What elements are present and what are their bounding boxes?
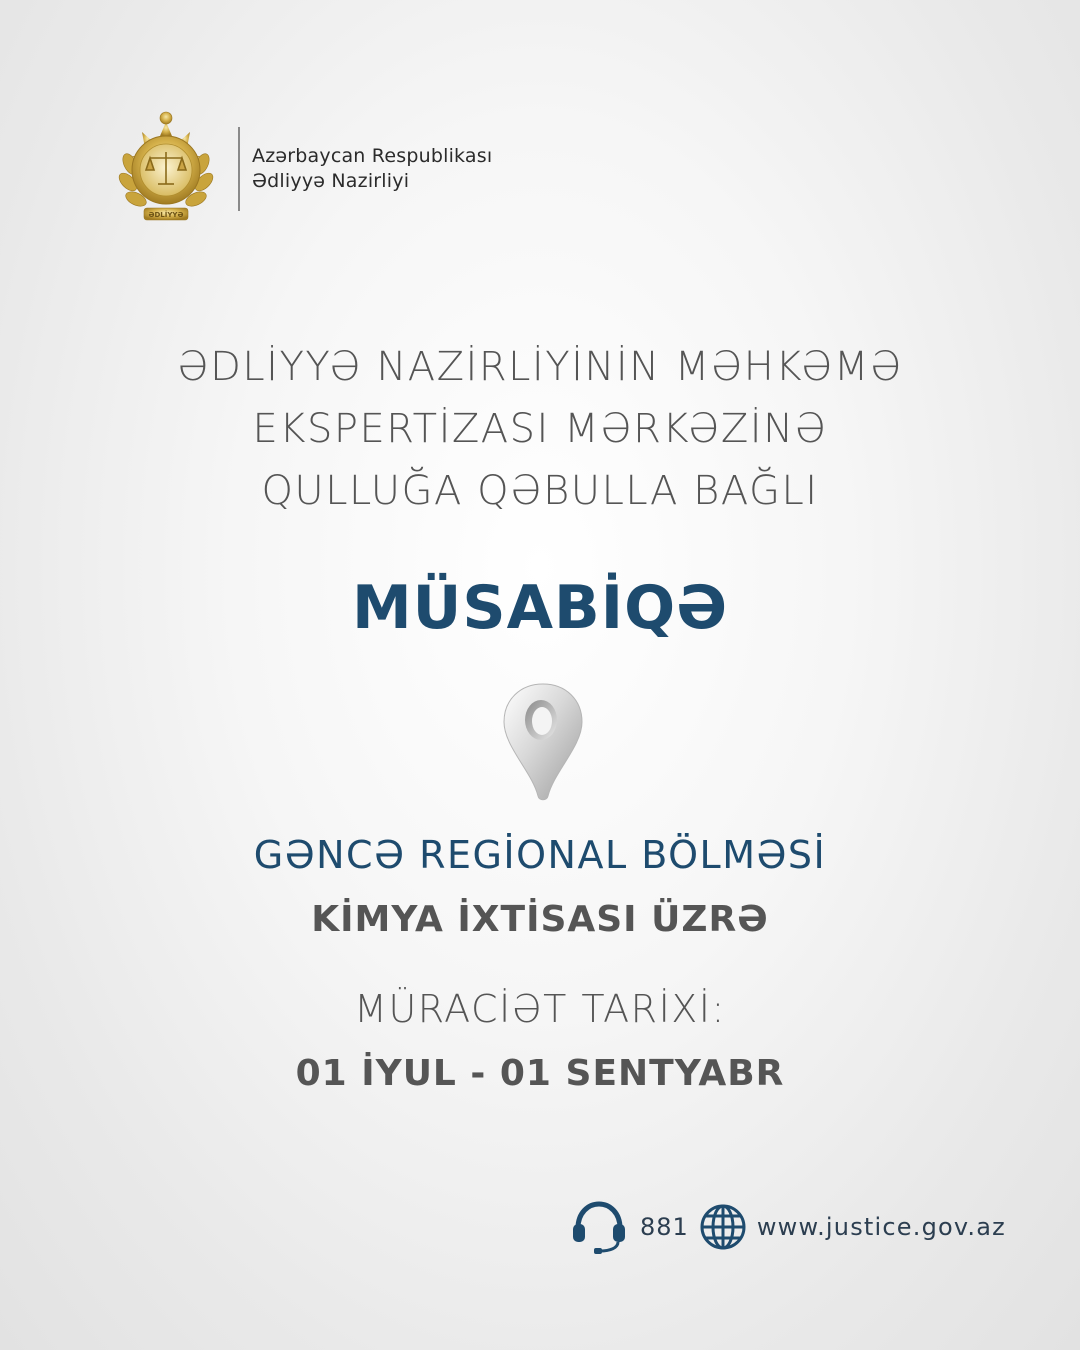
specialty: KİMYA İXTİSASI ÜZRƏ — [311, 899, 769, 940]
application-date-label: MÜRACİƏT TARİXİ: — [354, 987, 726, 1031]
contest-title: MÜSABİQƏ — [351, 573, 729, 643]
application-date-range: 01 İYUL - 01 SENTYABR — [295, 1053, 785, 1094]
headline-line3: QULLUĞA QƏBULLA BAĞLI — [261, 468, 819, 514]
organization-name — [252, 144, 492, 194]
emblem-ribbon-text: ƏDLİYYƏ — [148, 211, 184, 219]
hotline-number[interactable]: 881 — [640, 1213, 689, 1241]
ministry-header — [116, 104, 492, 234]
contact-footer — [570, 1198, 1006, 1256]
website-link[interactable]: www.justice.gov.az — [756, 1213, 1006, 1241]
headline-line1: ƏDLİYYƏ NAZİRLİYİNİN MƏHKƏMƏ — [177, 344, 903, 390]
organization-name-line1: Azərbaycan Respublikası — [252, 145, 493, 167]
globe-icon — [699, 1203, 747, 1251]
headline-line2: EKSPERTİZASI MƏRKƏZİNƏ — [252, 406, 828, 452]
announcement-headline — [0, 336, 1080, 522]
ministry-emblem-icon — [116, 104, 216, 234]
organization-name-line2: Ədliyyə Nazirliyi — [252, 170, 410, 192]
location-pin-icon — [498, 680, 588, 806]
regional-department: GƏNCƏ REGİONAL BÖLMƏSİ — [253, 833, 827, 877]
header-divider — [238, 127, 240, 211]
headset-icon — [570, 1198, 628, 1256]
